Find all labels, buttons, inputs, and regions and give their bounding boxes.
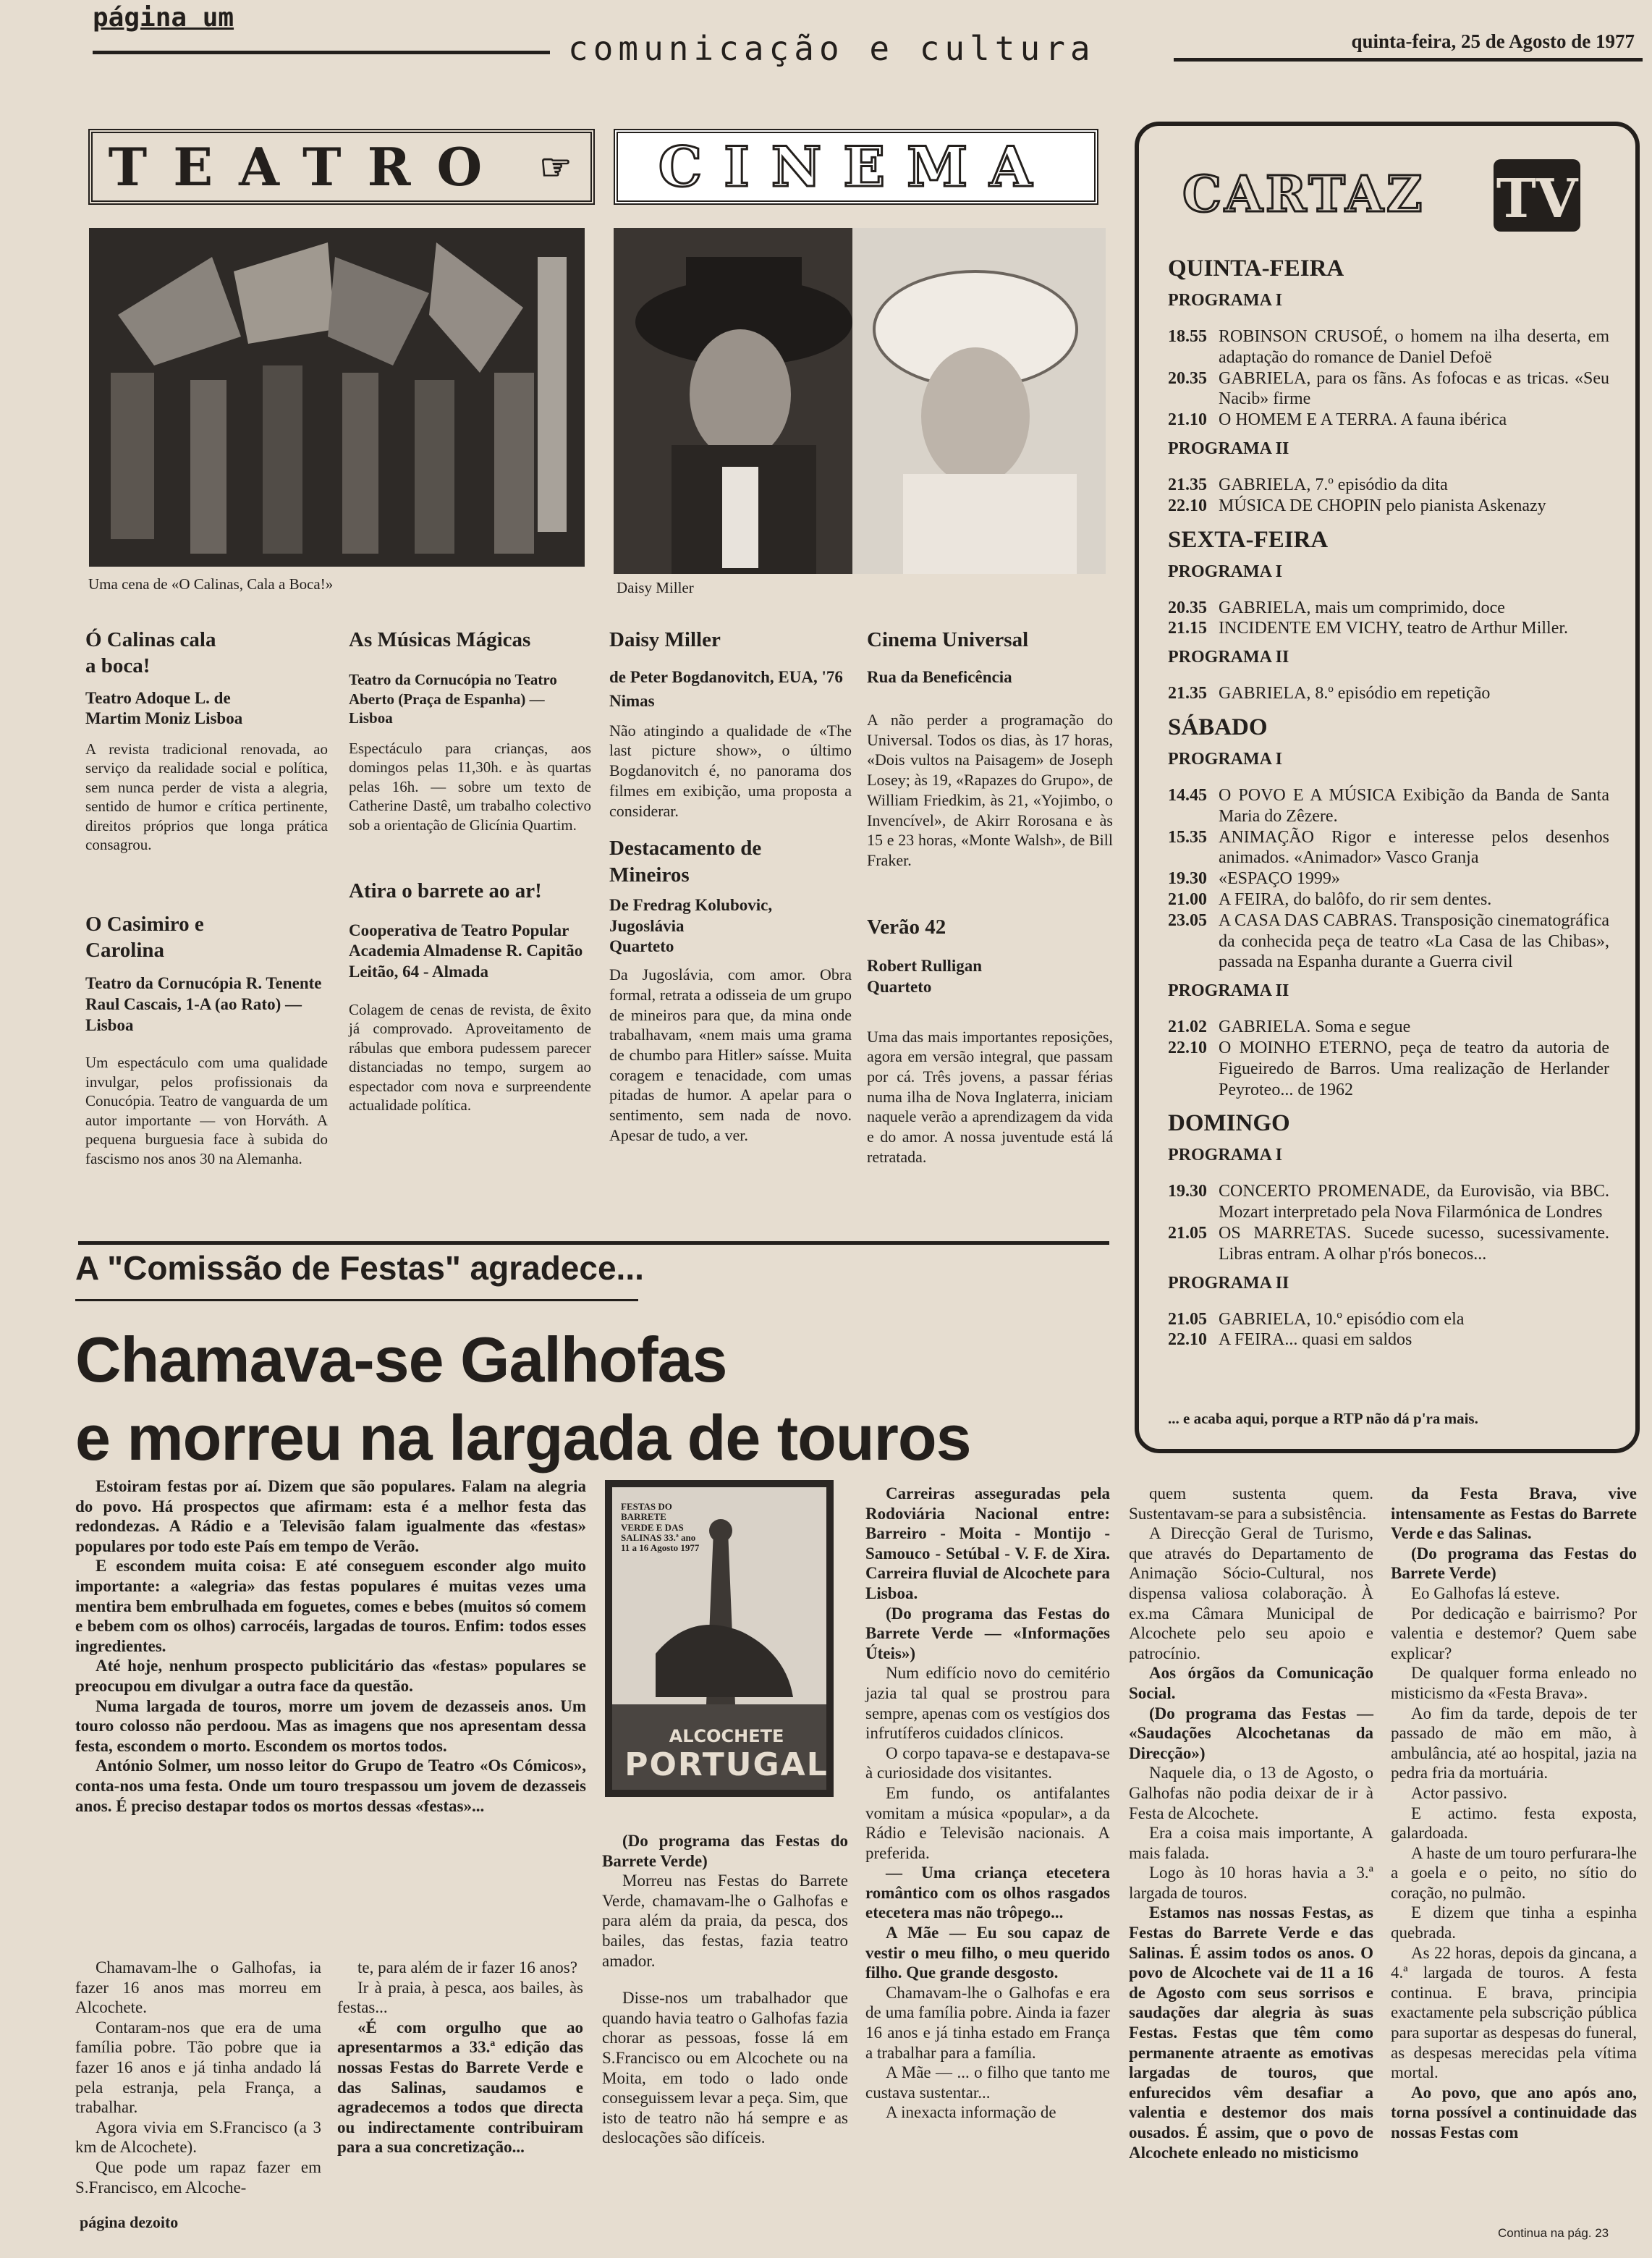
tv-time: 22.10 (1168, 1038, 1207, 1057)
article-kicker: A "Comissão de Festas" agradece... (75, 1249, 644, 1287)
cinema-item-2-title: Destacamento de Mineiros (609, 837, 762, 887)
headline-line-1: Chamava-se Galhofas (75, 1324, 727, 1395)
tv-listing-row (1168, 785, 1609, 827)
tv-time: 21.35 (1168, 684, 1207, 703)
cinema-item-1-credits: de Peter Bogdanovitch, EUA, '76 (609, 668, 843, 687)
article-paragraph: Que pode um rapaz fazer em S.Francisco, em Alcoche- (75, 2157, 321, 2196)
kicker-underline (75, 1299, 638, 1301)
tv-time: 21.10 (1168, 410, 1207, 430)
tv-time: 20.35 (1168, 598, 1207, 617)
teatro-item-4-text: Colagem de cenas de revista, de êxito já comprovado. Aproveitamento de rábulas que embora pudessem parecer distanciadas no tempo, surgem ao espectador com nova e surpreendente actualidade política. (349, 1000, 591, 1115)
teatro-item-1-title: Ó Calinas cala a boca! (85, 628, 216, 678)
tv-day-heading: QUINTA-FEIRA (1168, 255, 1344, 282)
tv-time: 21.00 (1168, 889, 1207, 909)
article-paragraph: A haste de um touro perfurara-lhe a goela e o peito, no sítio do coração, no pulmão. (1391, 1843, 1637, 1902)
tv-listing-row (1168, 910, 1609, 973)
tv-description: «ESPAÇO 1999» (1219, 869, 1340, 889)
tv-listing-row (1168, 889, 1609, 910)
tv-time: 19.30 (1168, 1182, 1207, 1201)
tv-description: A CASA DAS CABRAS. Transposição cinematográfica da conhecida peça de teatro «La Casa de las Chibas», passada na Espanha durante a Guerra civil (1219, 910, 1609, 972)
tv-description: GABRIELA, mais um comprimido, doce (1219, 598, 1505, 617)
tv-time: 21.15 (1168, 619, 1207, 638)
tv-description: GABRIELA, para os fãns. As fofocas e as tricas. «Seu Nacib» firme (1219, 368, 1609, 409)
tv-time: 14.45 (1168, 785, 1207, 805)
article-paragraph: Em fundo, os antifalantes vomitam a música «popular», a da Rádio e Televisão nacionais. A preferida. (865, 1783, 1110, 1862)
masthead-rule-right (1174, 58, 1643, 62)
article-column-5 (1391, 1484, 1637, 2143)
article-paragraph: E escondem muita coisa: E até conseguem esconder algo muito importante: a «alegria» das festas populares é muitas vezes uma mentira bem embrulhada em foguetes, comes e bebes (muitos só comem e bebem com os olhos) carrocéis, largadas de touros. Enfim: todos esses ingredientes. (75, 1557, 586, 1655)
tv-description: OS MARRETAS. Sucede sucesso, sucessivamente. Libras entram. A olhar p'rós bonecos... (1219, 1223, 1609, 1264)
teatro-column-2 (349, 627, 591, 1115)
cinema-item-2-venue: Quarteto (609, 937, 674, 956)
cinema-item-1-text: Não atingindo a qualidade de «The last picture show», o último Bogdanovitch é, no panorama dos filmes em exibição, uma proposta a considerar. (609, 721, 852, 820)
cinema-photo (614, 228, 1106, 574)
tv-day-heading: DOMINGO (1168, 1110, 1290, 1137)
article-paragraph: Carreiras asseguradas pela Rodoviária Nacional entre: Barreiro - Moita - Montijo - Samouco - Setúbal - V. F. de Xira. Carreira fluvial de Alcochete para Lisboa. (865, 1484, 1110, 1602)
tv-program-label: PROGRAMA II (1168, 1273, 1289, 1293)
cinema-item-3-title: Cinema Universal (867, 628, 1029, 651)
article-paragraph: Era a coisa mais importante, A mais falada. (1129, 1824, 1373, 1862)
tv-listing-row (1168, 368, 1609, 410)
tv-listing-row (1168, 1181, 1609, 1223)
tv-listing-row (1168, 618, 1609, 639)
article-paragraph: Num edifício novo do cemitério jazia tal qual se prostrou para sempre, apenas com os vestígios dos infrutíferos cuidados clínicos. (865, 1664, 1110, 1743)
tv-listing-row (1168, 496, 1609, 517)
tv-description: O POVO E A MÚSICA Exibição da Banda de Santa Maria do Zêzere. (1219, 785, 1609, 826)
tv-program-label: PROGRAMA II (1168, 648, 1289, 667)
tv-listing-row (1168, 1223, 1609, 1265)
headline-line-2: e morreu na largada de touros (75, 1402, 971, 1474)
article-paragraph: António Solmer, um nosso leitor do Grupo de Teatro «Os Cómicos», conta-nos uma festa. Onde um touro trespassou um jovem de dezasseis anos. É preciso destapar todos os mortos dessas «festas»... (75, 1756, 586, 1815)
tv-program-label: PROGRAMA I (1168, 749, 1282, 769)
tv-listing-row (1168, 683, 1609, 704)
tv-listing-row (1168, 598, 1609, 619)
tv-description: GABRIELA. Soma e segue (1219, 1018, 1411, 1037)
article-paragraph: Ir à praia, à pesca, aos bailes, às festas... (337, 1978, 583, 2017)
article-paragraph: Estamos nas nossas Festas, as Festas do Barrete Verde e das Salinas. É assim todos os anos. O povo de Alcochete vai de 11 a 16 de Agosto com seus sorrisos e saudações dar alegria às suas Festas. Festas que têm como permanente atraente as emotivas largadas de touros, que enfurecidos vêm desafiar a valentia e destemor dos mais ousados. É assim, que o povo de Alcochete enleado no misticismo (1129, 1903, 1373, 2162)
article-paragraph: O corpo tapava-se e destapava-se à curiosidade dos visitantes. (865, 1743, 1110, 1783)
poster-bottom-2: PORTUGAL (624, 1746, 829, 1783)
tv-time: 20.35 (1168, 368, 1207, 388)
article-paragraph: Numa largada de touros, morre um jovem de dezasseis anos. Um touro colosso não perdoou. Mas as imagens que nos apresentam dessa festa, escondem o morto. Escondem os mortos todos. (75, 1696, 586, 1755)
cinema-banner-text: CINEMA (658, 135, 1054, 199)
tv-time: 21.35 (1168, 475, 1207, 494)
article-column-1a (75, 1958, 321, 2197)
article-paragraph: — Uma criança etecetera romântico com os olhos rasgados etecetera mas não trôpego... (865, 1864, 1110, 1922)
cinema-item-2-credits: De Fredrag Kolubovic, Jugoslávia (609, 895, 773, 935)
teatro-banner (88, 129, 595, 205)
tv-listing-row (1168, 1309, 1609, 1330)
teatro-column-1 (85, 627, 328, 1168)
teatro-item-3-title: As Músicas Mágicas (349, 628, 531, 651)
tv-listing-row (1168, 868, 1609, 889)
tv-description: ANIMAÇÃO Rigor e interesse pelos desenhos animados. «Animador» Vasco Granja (1219, 827, 1609, 868)
article-paragraph: Aos órgãos da Comunicação Social. (1129, 1664, 1373, 1702)
article-paragraph: Até hoje, nenhum prospecto publicitário das «festas» populares se preocupou em divulgar a outra face da questão. (75, 1657, 586, 1695)
tv-time: 21.05 (1168, 1309, 1207, 1329)
tv-description: O MOINHO ETERNO, peça de teatro da autoria de Figueiredo de Barros. Uma realização de Herlander Peyroteo... de 1962 (1219, 1038, 1609, 1099)
article-paragraph: As 22 horas, depois da gincana, a 4.ª largada de touros. A festa continua. E brava, principia exactamente pela subscrição pública para suportar as despesas do funeral, as despesas merecidas pela vítima mortal. (1391, 1943, 1637, 2082)
article-paragraph: Logo às 10 horas havia a 3.ª largada de touros. (1129, 1864, 1373, 1902)
teatro-item-1-venue: Teatro Adoque L. de Martim Moniz Lisboa (85, 688, 243, 728)
article-paragraph: E dizem que tinha a espinha quebrada. (1391, 1903, 1637, 1942)
masthead-date: quinta-feira, 25 de Agosto de 1977 (1351, 30, 1635, 52)
tv-description: INCIDENTE EM VICHY, teatro de Arthur Miller. (1219, 619, 1569, 638)
article-column-1b (337, 1958, 583, 2157)
tv-description: GABRIELA, 10.º episódio com ela (1219, 1309, 1465, 1329)
tv-description: GABRIELA, 8.º episódio em repetição (1219, 684, 1491, 703)
tv-listing (1168, 245, 1609, 1350)
tv-listing-row (1168, 827, 1609, 869)
article-paragraph: Por dedicação e bairrismo? Por valentia e destemor? Quem sabe explicar? (1391, 1604, 1637, 1662)
tv-day-heading: SEXTA-FEIRA (1168, 526, 1329, 553)
article-paragraph: A inexacta informação de (886, 2103, 1056, 2122)
cinema-column-2 (867, 627, 1113, 1167)
cinema-item-4-title: Verão 42 (867, 915, 946, 939)
tv-description: CONCERTO PROMENADE, da Eurovisão, via BBC. Mozart interpretado pela Nova Filarmónica de Londres (1219, 1182, 1609, 1222)
tv-description: GABRIELA, 7.º episódio da dita (1219, 475, 1448, 494)
article-paragraph: Morreu nas Festas do Barrete Verde, chamavam-lhe o Galhofas e para além da praia, da pesca, dos bailes, das festas, fazia teatro amador. (602, 1872, 848, 1970)
tv-program-label: PROGRAMA I (1168, 291, 1282, 310)
article-paragraph: te, para além de ir fazer 16 anos? (357, 1958, 577, 1976)
article-paragraph: A Mãe — ... o filho que tanto me custava sustentar... (865, 2063, 1110, 2102)
tv-closing-note: ... e acaba aqui, porque a RTP não dá p'ra mais. (1168, 1410, 1478, 1427)
article-paragraph: (Do programa das Festas — «Saudações Alcochetanas da Direcção») (1129, 1704, 1373, 1762)
article-paragraph: Chamavam-lhe o Galhofas e era de uma família pobre. Ainda ia fazer 16 anos e já tinha estado em França a trabalhar para a família. (865, 1983, 1110, 2062)
tv-listing-row (1168, 1038, 1609, 1100)
teatro-item-2-venue: Teatro da Cornucópia R. Tenente Raul Cascais, 1-A (ao Rato) — Lisboa (85, 974, 322, 1034)
tv-time: 22.10 (1168, 496, 1207, 515)
tv-description: ROBINSON CRUSOÉ, o homem na ilha deserta, em adaptação do romance de Daniel Defoë (1219, 327, 1609, 367)
tv-time: 19.30 (1168, 869, 1207, 889)
article-paragraph: E actimo. festa exposta, galardoada. (1391, 1804, 1637, 1843)
cinema-item-1-title: Daisy Miller (609, 628, 721, 651)
tv-listing-row (1168, 410, 1609, 431)
teatro-photo (89, 228, 585, 567)
stage-scene-image (89, 228, 585, 567)
cinema-item-3-text: A não perder a programação do Universal. Todos os dias, às 17 horas, «Dois vultos na Paisagem» de Joseph Losey; às 19, «Rapazes do Grupo», de William Friedkim, às 21, «Yojimbo, o Invencível», de Akirr Rorosana e às 15 e 23 horas, «Monte Walsh», de Bill Fraker. (867, 711, 1113, 870)
masthead-brand: página um (93, 3, 234, 33)
teatro-item-1-text: A revista tradicional renovada, ao serviço da realidade social e política, sem nunca perder de vista a alegria, sentido de humor e crítica pertinente, direitos próprios que longa prática consagrou. (85, 740, 328, 854)
tv-description: A FEIRA... quasi em saldos (1219, 1330, 1412, 1350)
masthead-section: comunicação e cultura (568, 29, 1096, 68)
article-paragraph: «É com orgulho que ao apresentarmos a 33.ª edição das nossas Festas do Barrete Verde e das Salinas, saudamos e agradecemos a todos que directa ou indirectamente contribuiram para a sua concretização... (337, 2018, 583, 2157)
article-paragraph: (Do programa das Festas do Barrete Verde — «Informações Úteis») (865, 1604, 1110, 1662)
tv-time: 18.55 (1168, 327, 1207, 346)
article-paragraph: (Do programa das Festas do Barrete Verde) (1391, 1544, 1637, 1583)
tv-description: O HOMEM E A TERRA. A fauna ibérica (1219, 410, 1507, 430)
cinema-column-1 (609, 627, 852, 1146)
teatro-banner-text: TEATRO (108, 136, 509, 198)
pointing-hand-icon: ☞ (539, 145, 575, 188)
teatro-item-4-venue: Cooperativa de Teatro Popular Academia Almadense R. Capitão Leitão, 64 - Almada (349, 921, 583, 981)
section-divider (78, 1241, 1109, 1245)
teatro-item-3-venue: Teatro da Cornucópia no Teatro Aberto (Praça de Espanha) — Lisboa (349, 671, 557, 727)
article-paragraph: Estoiram festas por aí. Dizem que são populares. Falam na alegria do povo. Há prospectos que afirmam: esta é a melhor festa das redondezas. A Rádio e a Televisão falam igualmente das «festas» populares por todo este País em tempo de Verão. (75, 1477, 586, 1555)
daisy-miller-image (614, 228, 1106, 574)
tv-time: 22.10 (1168, 1330, 1207, 1350)
cinema-item-2-text: Da Jugoslávia, com amor. Obra formal, retrata a odisseia de um grupo de mineiros para que, da mina onde trabalhavam, «nem mais uma grama de chumbo para Hitler» saísse. Muita coragem e tenacidade, com umas pitadas de humor. A apelar para o sentimento, sem nada de novo. Apesar de tudo, a ver. (609, 965, 852, 1144)
tv-time: 21.05 (1168, 1223, 1207, 1243)
article-paragraph: Ao fim da tarde, depois de ter passado de mão em mão, à ambulância, até ao hospital, jazia na pedra fria da mortuária. (1391, 1704, 1637, 1783)
teatro-item-4-title: Atira o barrete ao ar! (349, 879, 542, 903)
article-paragraph: da Festa Brava, vive intensamente as Festas do Barrete Verde e das Salinas. (1391, 1484, 1637, 1543)
article-paragraph: A Mãe — Eu sou capaz de vestir o meu filho, o meu querido filho. Que grande desgosto. (865, 1924, 1110, 1982)
tv-day-heading: SÁBADO (1168, 714, 1268, 740)
article-headline (75, 1321, 971, 1477)
tv-listing-row (1168, 326, 1609, 368)
cartaz-tv-box (1135, 122, 1640, 1453)
cinema-photo-caption: Daisy Miller (617, 579, 694, 596)
tv-description: MÚSICA DE CHOPIN pelo pianista Askenazy (1219, 496, 1546, 515)
tv-time: 21.02 (1168, 1018, 1207, 1037)
article-paragraph: De qualquer forma enleado no misticismo da «Festa Brava». (1391, 1664, 1637, 1702)
article-paragraph: (Do programa das Festas do Barrete Verde) (602, 1832, 848, 1870)
poster-top-text: FESTAS DO BARRETE VERDE E DAS SALINAS 33.ª ano 11 a 16 Agosto 1977 (621, 1501, 700, 1554)
article-column-4 (1129, 1484, 1373, 2162)
tv-logo-suffix: TV (1496, 168, 1578, 230)
cinema-item-4-text: Uma das mais importantes reposições, agora em versão integral, que passam por cá. Três jovens, a passar férias numa ilha de Nova Inglaterra, iniciam naquele verão a aprendizagem da vida e do amor. A nossa juventude está lá retratada. (867, 1027, 1113, 1166)
teatro-item-2-text: Um espectáculo com uma qualidade invulgar, pelos profissionais da Conucópia. Teatro de vanguarda de um autor importante — von Horváth. A pequena burguesia face à subida do fascismo nos anos 30 na Alemanha. (85, 1054, 328, 1167)
tv-program-label: PROGRAMA II (1168, 981, 1289, 1001)
cinema-item-1-venue: Nimas (609, 692, 655, 710)
continued-note: Continua na pág. 23 (1498, 2226, 1609, 2240)
article-paragraph: Agora vivia em S.Francisco (a 3 km de Alcochete). (75, 2118, 321, 2157)
tv-listing-row (1168, 475, 1609, 496)
article-column-1 (75, 1476, 586, 1816)
masthead-rule-left (93, 51, 550, 54)
teatro-photo-caption: Uma cena de «O Calinas, Cala a Boca!» (88, 575, 334, 593)
tv-listing-row (1168, 1329, 1609, 1350)
cinema-item-3-venue: Rua da Beneficência (867, 668, 1012, 687)
article-column-3 (865, 1484, 1110, 2123)
article-paragraph: Eo Galhofas lá esteve. (1411, 1583, 1560, 1602)
article-paragraph: Disse-nos um trabalhador que quando havia teatro o Galhofas fazia chorar as pessoas, fosse lá em S.Francisco ou em Alcochete ou na Moita, em todo o lado onde conseguissem levar a peça. Sim, que isto de teatro não há sempre e as deslocações são difíceis. (602, 1989, 848, 2147)
cinema-item-4-venue: Quarteto (867, 977, 932, 996)
article-paragraph: Ao povo, que ano após ano, torna possível a continuidade das nossas Festas com (1391, 2083, 1637, 2141)
tv-time: 23.05 (1168, 910, 1207, 930)
teatro-item-3-text: Espectáculo para crianças, aos domingos pelas 11,30h. e às quartas pelas 16h. — sobre um texto de Catherine Dastê, um trabalho colectivo sob a orientação de Glicínia Quartim. (349, 740, 591, 834)
teatro-item-2-title: O Casimiro e Carolina (85, 912, 204, 962)
page-number: página dezoito (80, 2213, 179, 2231)
poster-bottom-1: ALCOCHETE (669, 1726, 784, 1746)
tv-listing-row (1168, 1017, 1609, 1038)
tv-program-label: PROGRAMA I (1168, 562, 1282, 581)
cinema-banner (614, 129, 1098, 205)
cinema-item-4-credits: Robert Rulligan (867, 957, 983, 975)
article-paragraph: Contaram-nos que era de uma família pobre. Tão pobre que ia fazer 16 anos e já tinha andado lá pela estranja, pela França, a trabalhar. (75, 2018, 321, 2117)
article-paragraph: Naquele dia, o 13 de Agosto, o Galhofas não podia deixar de ir à Festa de Alcochete. (1129, 1764, 1373, 1822)
article-column-2 (602, 1831, 848, 2148)
cartaz-tv-logo (1168, 155, 1602, 234)
article-paragraph: Actor passivo. (1411, 1783, 1507, 1802)
tv-time: 15.35 (1168, 827, 1207, 847)
tv-program-label: PROGRAMA I (1168, 1146, 1282, 1165)
article-paragraph: Chamavam-lhe o Galhofas, ia fazer 16 anos mas morreu em Alcochete. (75, 1958, 321, 2017)
article-paragraph: quem sustenta quem. Sustentavam-se para a subsistência. (1129, 1484, 1373, 1523)
festival-poster (605, 1480, 834, 1797)
tv-description: A FEIRA, do balôfo, do rir sem dentes. (1219, 889, 1492, 909)
tv-program-label: PROGRAMA II (1168, 439, 1289, 458)
article-paragraph: A Direcção Geral de Turismo, que através do Departamento de Animação Sócio-Cultural, nos dispensa valiosa colaboração. À ex.ma Câmara Municipal de Alcochete pelo seu apoio e patrocínio. (1129, 1524, 1373, 1662)
tv-logo-text: CARTAZ (1182, 166, 1426, 224)
